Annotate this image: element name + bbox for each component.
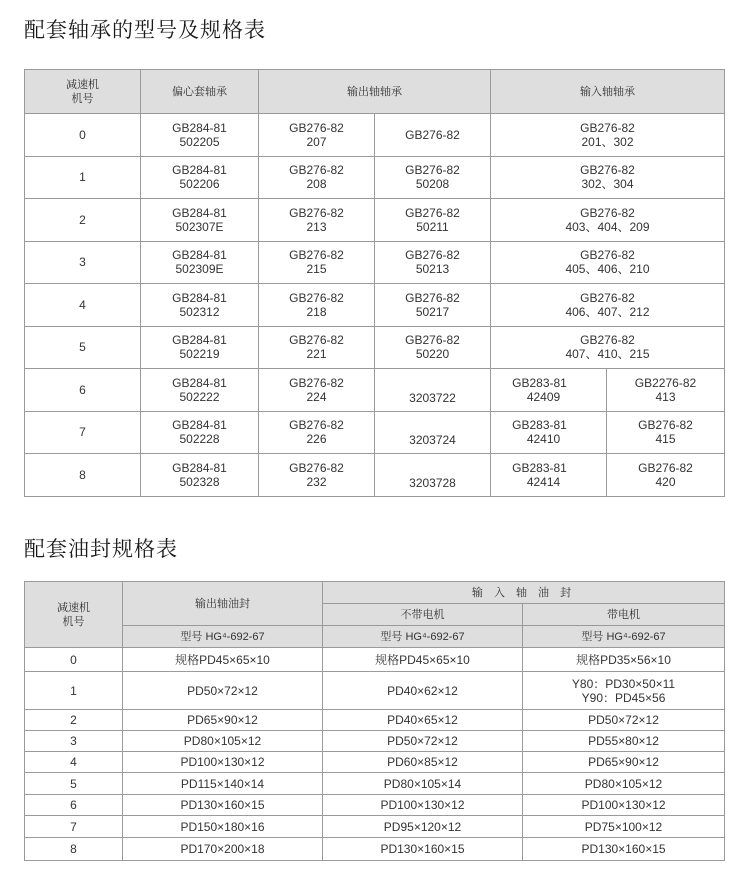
output-seal-spec: PD150×180×16	[123, 816, 323, 838]
output-bearing-a-cell	[259, 156, 375, 199]
eccentric-bearing-line1: GB284-81	[172, 163, 227, 178]
output-bearing-b-line2: 50208	[415, 177, 450, 192]
with-motor-seal-spec: PD50×72×12	[523, 710, 725, 731]
output-bearing-a-cell	[259, 454, 375, 497]
input-bearing-line1: GB276-82	[580, 333, 635, 348]
seal-type-no-motor: 型号 HG⁴-692-67	[323, 626, 523, 648]
input-bearing-line1: GB276-82	[580, 163, 635, 178]
output-seal-spec: PD130×160×15	[123, 795, 323, 816]
with-motor-seal-spec: 规格PD35×56×10	[523, 648, 725, 672]
seal-header-model-no-line1: 减速机	[57, 601, 90, 614]
bearing-spec-table	[24, 69, 725, 497]
bearing-row	[25, 156, 725, 199]
input-bearing-line2: 302、304	[581, 177, 634, 192]
output-seal-spec: PD80×105×12	[123, 731, 323, 752]
seal-model-no: 8	[25, 838, 123, 861]
input-bearing-line2: 201、302	[581, 134, 634, 149]
seal-type-output: 型号 HG⁴-692-67	[123, 626, 323, 648]
input-bearing-a-line1: GB283-81	[512, 418, 567, 433]
header-model-no-line1: 减速机	[66, 78, 99, 91]
seal-header-row-3	[25, 626, 725, 648]
output-bearing-b-line2: 50220	[415, 347, 450, 362]
seal-header-input-seal: 输 入 轴 油 封	[323, 582, 725, 604]
no-motor-seal-spec: PD130×160×15	[323, 838, 523, 861]
output-bearing-b-line2: 50217	[415, 304, 450, 319]
seal-row	[25, 710, 725, 731]
output-bearing-a-line2: 208	[306, 177, 327, 192]
bearing-row	[25, 114, 725, 157]
input-bearing-cell	[491, 284, 725, 327]
output-bearing-a-line2: 215	[306, 262, 327, 277]
input-bearing-line2: 406、407、212	[565, 304, 650, 319]
bearing-row	[25, 199, 725, 242]
input-bearing-line1: GB276-82	[580, 248, 635, 263]
output-seal-spec: PD100×130×12	[123, 752, 323, 773]
eccentric-bearing-line2: 502328	[179, 474, 220, 489]
seal-header-no-motor: 不带电机	[323, 604, 523, 626]
seal-header-model-no	[25, 582, 123, 648]
with-motor-seal-spec: PD100×130×12	[523, 795, 725, 816]
no-motor-seal-spec: 规格PD45×65×10	[323, 648, 523, 672]
seal-model-no: 5	[25, 773, 123, 795]
output-bearing-a-cell	[259, 326, 375, 369]
header-output-bearing: 输出轴轴承	[259, 70, 491, 114]
output-bearing-a-cell	[259, 411, 375, 454]
no-motor-seal-spec: PD100×130×12	[323, 795, 523, 816]
eccentric-bearing-line1: GB284-81	[172, 418, 227, 433]
seal-row	[25, 773, 725, 795]
eccentric-bearing-line1: GB284-81	[172, 205, 227, 220]
seal-model-no: 7	[25, 816, 123, 838]
bearing-row	[25, 454, 725, 497]
input-bearing-b-cell	[607, 454, 725, 497]
output-bearing-b-cell	[375, 199, 491, 242]
eccentric-bearing-line1: GB284-81	[172, 460, 227, 475]
output-bearing-a-line2: 226	[306, 432, 327, 447]
output-bearing-b-cell: 3203724	[375, 411, 491, 454]
header-input-bearing: 输入轴轴承	[491, 70, 725, 114]
input-bearing-cell	[491, 326, 725, 369]
bearing-header-row	[25, 70, 725, 114]
oil-seal-spec-table	[24, 581, 725, 861]
seal-row	[25, 731, 725, 752]
bearing-row	[25, 369, 725, 412]
with-motor-seal-spec: PD65×90×12	[523, 752, 725, 773]
seal-model-no: 4	[25, 752, 123, 773]
input-bearing-b-line2: 420	[655, 474, 676, 489]
output-bearing-b-cell: 3203728	[375, 454, 491, 497]
input-bearing-line2: 403、404、209	[565, 219, 650, 234]
output-bearing-b-line1: GB276-82	[405, 333, 460, 348]
input-bearing-b-line1: GB276-82	[638, 418, 693, 433]
eccentric-bearing-cell	[141, 241, 259, 284]
bearing-model-no: 6	[25, 369, 141, 412]
no-motor-seal-spec: PD40×65×12	[323, 710, 523, 731]
output-bearing-b-line1: GB276-82	[405, 248, 460, 263]
input-bearing-a-cell	[491, 369, 607, 412]
eccentric-bearing-cell	[141, 156, 259, 199]
output-bearing-a-line1: GB276-82	[289, 290, 344, 305]
output-bearing-a-line2: 224	[306, 389, 327, 404]
bearing-row	[25, 284, 725, 327]
eccentric-bearing-cell	[141, 369, 259, 412]
with-motor-seal-spec: PD55×80×12	[523, 731, 725, 752]
eccentric-bearing-cell	[141, 114, 259, 157]
input-bearing-a-cell	[491, 454, 607, 497]
output-bearing-a-line2: 207	[306, 134, 327, 149]
output-bearing-b-cell	[375, 284, 491, 327]
output-bearing-b-line1: GB276-82	[405, 290, 460, 305]
output-bearing-a-line1: GB276-82	[289, 248, 344, 263]
eccentric-bearing-line2: 502219	[179, 347, 220, 362]
output-bearing-b-line2: 50211	[416, 219, 449, 234]
seal-row	[25, 816, 725, 838]
eccentric-bearing-cell	[141, 454, 259, 497]
bearing-model-no: 7	[25, 411, 141, 454]
bearing-model-no: 3	[25, 241, 141, 284]
bearing-model-no: 2	[25, 199, 141, 242]
input-bearing-line1: GB276-82	[580, 120, 635, 135]
output-bearing-b-cell	[375, 326, 491, 369]
seal-header-with-motor: 带电机	[523, 604, 725, 626]
output-bearing-b-line1: GB276-82	[405, 163, 460, 178]
output-bearing-a-cell	[259, 284, 375, 327]
input-bearing-cell	[491, 156, 725, 199]
seal-header-model-no-line2: 机号	[62, 615, 85, 628]
input-bearing-cell	[491, 199, 725, 242]
eccentric-bearing-line2: 502206	[179, 177, 220, 192]
input-bearing-line2: 405、406、210	[565, 262, 650, 277]
with-motor-seal-spec: PD80×105×12	[523, 773, 725, 795]
input-bearing-a-line1: GB283-81	[512, 460, 567, 475]
output-bearing-a-line2: 218	[306, 304, 327, 319]
output-bearing-a-line2: 232	[306, 474, 327, 489]
bearing-model-no: 0	[25, 114, 141, 157]
eccentric-bearing-cell	[141, 326, 259, 369]
output-seal-spec: PD170×200×18	[123, 838, 323, 861]
output-bearing-b-cell	[375, 114, 491, 157]
seal-header-row-1	[25, 582, 725, 604]
bearing-row	[25, 241, 725, 284]
output-bearing-a-line1: GB276-82	[289, 375, 344, 390]
input-bearing-a-line2: 42414	[526, 474, 561, 489]
eccentric-bearing-line1: GB284-81	[172, 290, 227, 305]
bearing-model-no: 8	[25, 454, 141, 497]
seal-model-no: 2	[25, 710, 123, 731]
seal-row	[25, 795, 725, 816]
input-bearing-a-line2: 42409	[526, 389, 561, 404]
seal-type-with-motor: 型号 HG⁴-692-67	[523, 626, 725, 648]
seal-model-no: 6	[25, 795, 123, 816]
output-bearing-a-line1: GB276-82	[289, 120, 344, 135]
input-bearing-line1: GB276-82	[580, 290, 635, 305]
with-motor-seal-spec: Y80：PD30×50×11 Y90：PD45×56	[523, 672, 725, 710]
eccentric-bearing-line1: GB284-81	[172, 120, 227, 135]
seal-table-title: 配套油封规格表	[24, 538, 178, 561]
input-bearing-b-line2: 413	[655, 389, 676, 404]
input-bearing-a-line1: GB283-81	[512, 375, 567, 390]
eccentric-bearing-cell	[141, 284, 259, 327]
output-bearing-a-line1: GB276-82	[289, 163, 344, 178]
eccentric-bearing-line1: GB284-81	[172, 375, 227, 390]
output-bearing-a-line1: GB276-82	[289, 205, 344, 220]
eccentric-bearing-line2: 502307E	[175, 219, 224, 234]
input-bearing-b-line2: 415	[655, 432, 676, 447]
eccentric-bearing-cell	[141, 199, 259, 242]
input-bearing-a-line2: 42410	[526, 432, 561, 447]
output-seal-spec: PD65×90×12	[123, 710, 323, 731]
bearing-table-title: 配套轴承的型号及规格表	[24, 19, 266, 42]
seal-model-no: 0	[25, 648, 123, 672]
output-seal-spec: 规格PD45×65×10	[123, 648, 323, 672]
with-motor-seal-spec: PD75×100×12	[523, 816, 725, 838]
header-eccentric-bearing: 偏心套轴承	[141, 70, 259, 114]
seal-model-no: 1	[25, 672, 123, 710]
output-bearing-b-cell	[375, 156, 491, 199]
output-bearing-a-line1: GB276-82	[289, 333, 344, 348]
no-motor-seal-spec: PD95×120×12	[323, 816, 523, 838]
eccentric-bearing-cell	[141, 411, 259, 454]
eccentric-bearing-line2: 502309E	[175, 262, 224, 277]
output-bearing-a-line1: GB276-82	[289, 418, 344, 433]
seal-row	[25, 648, 725, 672]
no-motor-seal-spec: PD40×62×12	[323, 672, 523, 710]
output-bearing-b-line1: GB276-82	[405, 205, 460, 220]
bearing-row	[25, 411, 725, 454]
no-motor-seal-spec: PD60×85×12	[323, 752, 523, 773]
eccentric-bearing-line2: 502312	[179, 304, 220, 319]
seal-row	[25, 752, 725, 773]
header-model-no	[25, 70, 141, 114]
output-seal-spec: PD115×140×14	[123, 773, 323, 795]
input-bearing-line1: GB276-82	[580, 205, 635, 220]
input-bearing-cell	[491, 114, 725, 157]
output-bearing-a-line2: 213	[306, 219, 327, 234]
no-motor-seal-spec: PD50×72×12	[323, 731, 523, 752]
output-bearing-a-cell	[259, 369, 375, 412]
output-bearing-b-cell	[375, 241, 491, 284]
seal-header-output-seal: 输出轴油封	[123, 582, 323, 626]
output-bearing-b-line2: 50213	[415, 262, 450, 277]
output-bearing-a-line2: 221	[306, 347, 327, 362]
output-bearing-a-cell	[259, 241, 375, 284]
output-bearing-b-line1: GB276-82	[405, 127, 460, 142]
eccentric-bearing-line2: 502205	[179, 134, 220, 149]
input-bearing-a-cell	[491, 411, 607, 454]
bearing-model-no: 1	[25, 156, 141, 199]
bearing-model-no: 5	[25, 326, 141, 369]
output-bearing-b-cell: 3203722	[375, 369, 491, 412]
eccentric-bearing-line1: GB284-81	[172, 248, 227, 263]
bearing-row	[25, 326, 725, 369]
output-seal-spec: PD50×72×12	[123, 672, 323, 710]
input-bearing-b-line1: GB2276-82	[634, 375, 697, 390]
output-bearing-a-cell	[259, 114, 375, 157]
eccentric-bearing-line1: GB284-81	[172, 333, 227, 348]
seal-model-no: 3	[25, 731, 123, 752]
output-bearing-a-cell	[259, 199, 375, 242]
no-motor-seal-spec: PD80×105×14	[323, 773, 523, 795]
seal-row	[25, 838, 725, 861]
bearing-model-no: 4	[25, 284, 141, 327]
header-model-no-line2: 机号	[71, 92, 94, 105]
input-bearing-line2: 407、410、215	[565, 347, 650, 362]
input-bearing-b-cell	[607, 411, 725, 454]
eccentric-bearing-line2: 502222	[179, 389, 220, 404]
input-bearing-b-cell	[607, 369, 725, 412]
input-bearing-b-line1: GB276-82	[638, 460, 693, 475]
input-bearing-cell	[491, 241, 725, 284]
with-motor-seal-spec: PD130×160×15	[523, 838, 725, 861]
output-bearing-a-line1: GB276-82	[289, 460, 344, 475]
eccentric-bearing-line2: 502228	[179, 432, 220, 447]
seal-row	[25, 672, 725, 710]
